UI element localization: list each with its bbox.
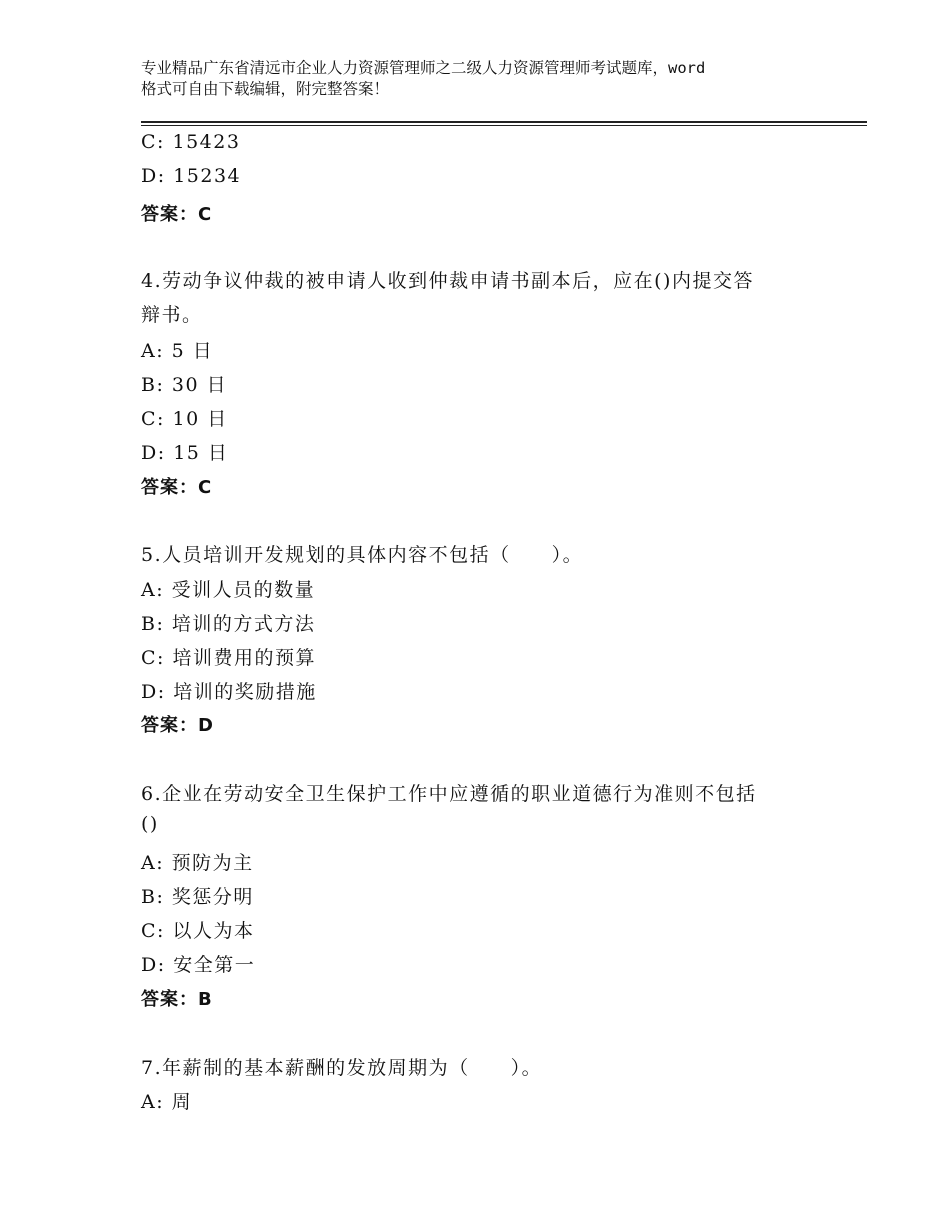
- option-line: [141, 916, 255, 943]
- option-key: A:: [141, 579, 165, 601]
- option-line: [141, 950, 255, 977]
- option-text: 培训的方式方法: [171, 613, 316, 635]
- option-line: [141, 438, 228, 465]
- option-text: 安全第一: [173, 954, 256, 976]
- option-line: [141, 643, 316, 670]
- option-key: C:: [141, 647, 165, 669]
- header-line-1: 专业精品广东省清远市企业人力资源管理师之二级人力资源管理师考试题库，word: [141, 59, 706, 77]
- header-divider-thick: [141, 121, 867, 123]
- option-text: 培训费用的预算: [172, 647, 317, 669]
- option-key: D:: [141, 442, 166, 464]
- option-key: C:: [141, 408, 165, 430]
- option-key: C:: [141, 131, 165, 153]
- option-text: 奖惩分明: [171, 886, 254, 908]
- option-key: D:: [141, 165, 166, 187]
- option-text: 培训的奖励措施: [173, 681, 317, 703]
- option-line: [141, 1087, 192, 1114]
- option-text: 15234: [173, 165, 242, 187]
- option-line: [141, 370, 227, 397]
- option-line: [141, 882, 254, 909]
- option-text: 以人为本: [172, 920, 255, 942]
- answer-line: 答案：B: [141, 989, 213, 1010]
- option-line: [141, 165, 241, 187]
- question-stem-line: 4.劳动争议仲裁的被申请人收到仲裁申请书副本后，应在()内提交答: [141, 270, 754, 292]
- option-key: B:: [141, 613, 165, 635]
- option-text: 15423: [172, 131, 241, 153]
- option-key: A:: [141, 340, 165, 362]
- option-key: B:: [141, 886, 165, 908]
- answer-line: 答案：C: [141, 477, 213, 498]
- question-stem-line: 7.年薪制的基本薪酬的发放周期为（ ）。: [141, 1057, 543, 1079]
- header-line-2: 格式可自由下载编辑，附完整答案！: [141, 80, 390, 98]
- option-text: 预防为主: [171, 852, 254, 874]
- option-line: [141, 575, 315, 602]
- option-text: 受训人员的数量: [171, 579, 316, 601]
- option-key: C:: [141, 920, 165, 942]
- option-key: D:: [141, 954, 166, 976]
- header-divider-thin: [141, 125, 867, 126]
- document-header: [141, 58, 841, 100]
- option-line: [141, 404, 228, 431]
- question-stem-line: 辩书。: [141, 304, 203, 326]
- option-line: [141, 336, 213, 363]
- option-key: B:: [141, 374, 165, 396]
- question-stem-line: 6.企业在劳动安全卫生保护工作中应遵循的职业道德行为准则不包括: [141, 783, 757, 805]
- question-stem-line: (): [141, 813, 159, 835]
- option-text: 5 日: [171, 340, 214, 362]
- option-text: 10 日: [172, 408, 228, 430]
- option-line: [141, 848, 254, 875]
- option-key: D:: [141, 681, 166, 703]
- option-line: [141, 677, 317, 704]
- option-text: 30 日: [171, 374, 228, 396]
- option-key: A:: [141, 852, 165, 874]
- option-line: [141, 131, 240, 153]
- answer-line: 答案：D: [141, 715, 214, 736]
- answer-line: 答案：C: [141, 204, 213, 225]
- option-text: 15 日: [173, 442, 229, 464]
- question-stem-line: 5.人员培训开发规划的具体内容不包括（ ）。: [141, 544, 584, 566]
- option-line: [141, 609, 315, 636]
- option-key: A:: [141, 1091, 165, 1113]
- option-text: 周: [171, 1091, 193, 1113]
